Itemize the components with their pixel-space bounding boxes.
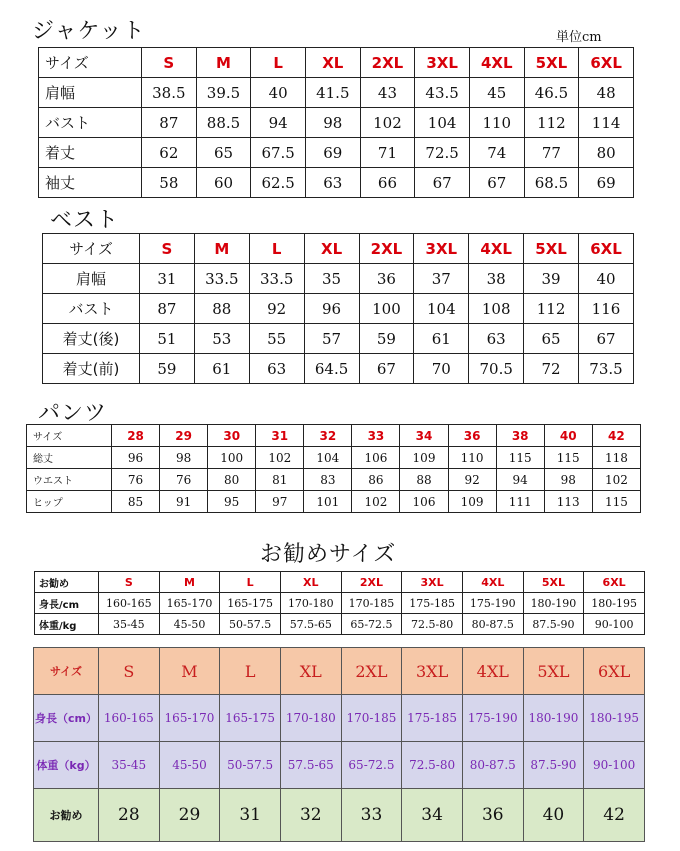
- pants-cell: 104: [304, 447, 352, 469]
- vest-cell: 55: [249, 324, 304, 354]
- colored-cell: 50-57.5: [220, 742, 281, 789]
- pants-cell: 115: [496, 447, 544, 469]
- pants-title: パンツ: [38, 401, 108, 426]
- pants-cell: 98: [544, 469, 592, 491]
- recommend-colored-table: [33, 647, 645, 842]
- vest-cell: 73.5: [579, 354, 634, 384]
- table-row: [39, 78, 634, 108]
- vest-cell: 116: [579, 294, 634, 324]
- pants-size-42: 42: [592, 425, 640, 447]
- vest-cell: 33.5: [249, 264, 304, 294]
- jacket-cell: 88.5: [196, 108, 251, 138]
- vest-cell: 35: [304, 264, 359, 294]
- colored-cell: 29: [159, 789, 220, 842]
- jacket-cell: 98: [305, 108, 360, 138]
- vest-cell: 70: [414, 354, 469, 384]
- colored-cell: 180-190: [523, 695, 584, 742]
- vest-cell: 63: [249, 354, 304, 384]
- recommend-size-5xl: 5XL: [523, 572, 584, 593]
- jacket-cell: 45: [469, 78, 524, 108]
- pants-cell: 91: [160, 491, 208, 513]
- vest-cell: 108: [469, 294, 524, 324]
- colored-cell: 4XL: [462, 648, 523, 695]
- recommend-cell: 160-165: [99, 593, 160, 614]
- colored-cell: 65-72.5: [341, 742, 402, 789]
- vest-row-label: 肩幅: [43, 264, 140, 294]
- recommend-size-6xl: 6XL: [584, 572, 645, 593]
- pants-cell: 106: [352, 447, 400, 469]
- colored-cell: 32: [280, 789, 341, 842]
- jacket-row-label: 着丈: [39, 138, 142, 168]
- jacket-cell: 77: [524, 138, 579, 168]
- vest-header-row: [43, 234, 634, 264]
- pants-size-36: 36: [448, 425, 496, 447]
- pants-cell: 110: [448, 447, 496, 469]
- colored-cell: 165-175: [220, 695, 281, 742]
- vest-cell: 31: [140, 264, 195, 294]
- jacket-cell: 72.5: [415, 138, 470, 168]
- jacket-cell: 67: [469, 168, 524, 198]
- vest-cell: 112: [524, 294, 579, 324]
- colored-row-label: 体重（kg）: [34, 742, 99, 789]
- recommend-cell: 57.5-65: [280, 614, 341, 635]
- jacket-cell: 69: [579, 168, 634, 198]
- table-row: [35, 614, 645, 635]
- jacket-cell: 80: [579, 138, 634, 168]
- jacket-cell: 87: [142, 108, 197, 138]
- jacket-cell: 58: [142, 168, 197, 198]
- colored-cell: M: [159, 648, 220, 695]
- colored-cell: 6XL: [584, 648, 645, 695]
- table-row: [27, 491, 641, 513]
- recommend-cell: 72.5-80: [402, 614, 463, 635]
- colored-cell: 170-180: [280, 695, 341, 742]
- recommend-row-label: 体重/kg: [35, 614, 99, 635]
- vest-cell: 87: [140, 294, 195, 324]
- vest-cell: 64.5: [304, 354, 359, 384]
- vest-cell: 39: [524, 264, 579, 294]
- jacket-header-label: サイズ: [39, 48, 142, 78]
- pants-cell: 85: [112, 491, 160, 513]
- colored-cell: 175-190: [462, 695, 523, 742]
- table-row: [27, 447, 641, 469]
- colored-row-label: 身長（cm）: [34, 695, 99, 742]
- pants-row-label: ヒップ: [27, 491, 112, 513]
- vest-cell: 92: [249, 294, 304, 324]
- vest-cell: 88: [194, 294, 249, 324]
- colored-row-label: サイズ: [34, 648, 99, 695]
- jacket-cell: 62: [142, 138, 197, 168]
- vest-size-m: M: [194, 234, 249, 264]
- colored-cell: 42: [584, 789, 645, 842]
- pants-size-30: 30: [208, 425, 256, 447]
- colored-cell: 90-100: [584, 742, 645, 789]
- table-row: [43, 354, 634, 384]
- vest-cell: 104: [414, 294, 469, 324]
- jacket-header-row: [39, 48, 634, 78]
- vest-cell: 70.5: [469, 354, 524, 384]
- colored-cell: 35-45: [99, 742, 160, 789]
- pants-size-31: 31: [256, 425, 304, 447]
- pants-cell: 109: [400, 447, 448, 469]
- pants-row-label: 総丈: [27, 447, 112, 469]
- colored-cell: 2XL: [341, 648, 402, 695]
- pants-cell: 109: [448, 491, 496, 513]
- pants-cell: 100: [208, 447, 256, 469]
- jacket-title: ジャケット: [32, 19, 146, 44]
- table-row: [39, 108, 634, 138]
- jacket-cell: 43: [360, 78, 415, 108]
- pants-cell: 86: [352, 469, 400, 491]
- vest-cell: 67: [579, 324, 634, 354]
- vest-cell: 40: [579, 264, 634, 294]
- pants-size-40: 40: [544, 425, 592, 447]
- jacket-size-s: S: [142, 48, 197, 78]
- pants-size-table: [26, 424, 641, 513]
- pants-cell: 102: [352, 491, 400, 513]
- vest-cell: 100: [359, 294, 414, 324]
- jacket-row-label: 肩幅: [39, 78, 142, 108]
- colored-row-label: お勧め: [34, 789, 99, 842]
- jacket-size-l: L: [251, 48, 306, 78]
- recommend-cell: 87.5-90: [523, 614, 584, 635]
- vest-cell: 59: [140, 354, 195, 384]
- colored-cell: 5XL: [523, 648, 584, 695]
- table-row: [34, 742, 645, 789]
- jacket-size-2xl: 2XL: [360, 48, 415, 78]
- colored-cell: 87.5-90: [523, 742, 584, 789]
- vest-cell: 59: [359, 324, 414, 354]
- colored-cell: 80-87.5: [462, 742, 523, 789]
- recommend-cell: 90-100: [584, 614, 645, 635]
- colored-cell: S: [99, 648, 160, 695]
- jacket-cell: 60: [196, 168, 251, 198]
- pants-header-label: サイズ: [27, 425, 112, 447]
- pants-cell: 96: [112, 447, 160, 469]
- recommend-size-xl: XL: [280, 572, 341, 593]
- colored-cell: L: [220, 648, 281, 695]
- pants-cell: 118: [592, 447, 640, 469]
- pants-size-29: 29: [160, 425, 208, 447]
- table-row: [34, 695, 645, 742]
- recommend-cell: 35-45: [99, 614, 160, 635]
- vest-cell: 51: [140, 324, 195, 354]
- vest-size-5xl: 5XL: [524, 234, 579, 264]
- jacket-size-5xl: 5XL: [524, 48, 579, 78]
- jacket-cell: 43.5: [415, 78, 470, 108]
- vest-row-label: バスト: [43, 294, 140, 324]
- colored-cell: 175-185: [402, 695, 463, 742]
- recommend-header-label: お勧め: [35, 572, 99, 593]
- pants-cell: 80: [208, 469, 256, 491]
- colored-cell: 34: [402, 789, 463, 842]
- jacket-size-xl: XL: [305, 48, 360, 78]
- vest-size-xl: XL: [304, 234, 359, 264]
- vest-cell: 37: [414, 264, 469, 294]
- jacket-cell: 67.5: [251, 138, 306, 168]
- recommend-cell: 170-185: [341, 593, 402, 614]
- colored-cell: 45-50: [159, 742, 220, 789]
- pants-cell: 81: [256, 469, 304, 491]
- jacket-cell: 39.5: [196, 78, 251, 108]
- jacket-cell: 62.5: [251, 168, 306, 198]
- recommend-size-m: M: [159, 572, 220, 593]
- table-row: [34, 789, 645, 842]
- pants-cell: 111: [496, 491, 544, 513]
- jacket-cell: 66: [360, 168, 415, 198]
- vest-cell: 38: [469, 264, 524, 294]
- jacket-cell: 71: [360, 138, 415, 168]
- jacket-cell: 114: [579, 108, 634, 138]
- colored-cell: 160-165: [99, 695, 160, 742]
- table-row: [39, 168, 634, 198]
- colored-cell: 28: [99, 789, 160, 842]
- recommend-cell: 50-57.5: [220, 614, 281, 635]
- jacket-cell: 40: [251, 78, 306, 108]
- table-row: [39, 138, 634, 168]
- pants-cell: 83: [304, 469, 352, 491]
- jacket-cell: 67: [415, 168, 470, 198]
- table-row: [34, 648, 645, 695]
- vest-row-label: 着丈(前): [43, 354, 140, 384]
- recommend-cell: 165-170: [159, 593, 220, 614]
- vest-size-l: L: [249, 234, 304, 264]
- colored-cell: 33: [341, 789, 402, 842]
- jacket-cell: 74: [469, 138, 524, 168]
- recommend-size-l: L: [220, 572, 281, 593]
- colored-cell: 57.5-65: [280, 742, 341, 789]
- colored-cell: 31: [220, 789, 281, 842]
- colored-cell: 36: [462, 789, 523, 842]
- table-row: [43, 264, 634, 294]
- colored-cell: 165-170: [159, 695, 220, 742]
- vest-size-s: S: [140, 234, 195, 264]
- colored-cell: 72.5-80: [402, 742, 463, 789]
- pants-size-33: 33: [352, 425, 400, 447]
- recommend-header-row: [35, 572, 645, 593]
- jacket-cell: 38.5: [142, 78, 197, 108]
- vest-cell: 96: [304, 294, 359, 324]
- vest-cell: 61: [194, 354, 249, 384]
- table-row: [27, 469, 641, 491]
- colored-cell: 40: [523, 789, 584, 842]
- recommend-cell: 175-190: [462, 593, 523, 614]
- recommend-size-3xl: 3XL: [402, 572, 463, 593]
- pants-cell: 106: [400, 491, 448, 513]
- pants-cell: 95: [208, 491, 256, 513]
- table-row: [43, 294, 634, 324]
- recommend-cell: 180-190: [523, 593, 584, 614]
- jacket-cell: 63: [305, 168, 360, 198]
- recommend-cell: 80-87.5: [462, 614, 523, 635]
- pants-size-32: 32: [304, 425, 352, 447]
- recommend-cell: 180-195: [584, 593, 645, 614]
- jacket-cell: 94: [251, 108, 306, 138]
- jacket-size-3xl: 3XL: [415, 48, 470, 78]
- pants-size-38: 38: [496, 425, 544, 447]
- pants-row-label: ウエスト: [27, 469, 112, 491]
- jacket-row-label: 袖丈: [39, 168, 142, 198]
- table-row: [43, 324, 634, 354]
- pants-cell: 113: [544, 491, 592, 513]
- jacket-cell: 65: [196, 138, 251, 168]
- pants-cell: 101: [304, 491, 352, 513]
- vest-size-6xl: 6XL: [579, 234, 634, 264]
- pants-size-28: 28: [112, 425, 160, 447]
- colored-cell: XL: [280, 648, 341, 695]
- jacket-cell: 104: [415, 108, 470, 138]
- pants-cell: 115: [544, 447, 592, 469]
- recommend-cell: 65-72.5: [341, 614, 402, 635]
- vest-header-label: サイズ: [43, 234, 140, 264]
- recommend-size-2xl: 2XL: [341, 572, 402, 593]
- recommend-cell: 175-185: [402, 593, 463, 614]
- vest-size-4xl: 4XL: [469, 234, 524, 264]
- jacket-cell: 112: [524, 108, 579, 138]
- jacket-cell: 69: [305, 138, 360, 168]
- recommend-cell: 170-180: [280, 593, 341, 614]
- recommend-title: お勧めサイズ: [260, 542, 397, 567]
- vest-cell: 61: [414, 324, 469, 354]
- jacket-row-label: バスト: [39, 108, 142, 138]
- pants-cell: 102: [592, 469, 640, 491]
- jacket-size-4xl: 4XL: [469, 48, 524, 78]
- vest-cell: 63: [469, 324, 524, 354]
- colored-cell: 180-195: [584, 695, 645, 742]
- recommend-size-table: [34, 571, 645, 635]
- pants-cell: 98: [160, 447, 208, 469]
- vest-cell: 65: [524, 324, 579, 354]
- recommend-cell: 45-50: [159, 614, 220, 635]
- jacket-unit-label: 単位cm: [556, 30, 602, 45]
- vest-cell: 53: [194, 324, 249, 354]
- pants-cell: 92: [448, 469, 496, 491]
- recommend-size-4xl: 4XL: [462, 572, 523, 593]
- colored-cell: 170-185: [341, 695, 402, 742]
- vest-size-2xl: 2XL: [359, 234, 414, 264]
- jacket-cell: 102: [360, 108, 415, 138]
- jacket-cell: 48: [579, 78, 634, 108]
- vest-cell: 36: [359, 264, 414, 294]
- pants-cell: 97: [256, 491, 304, 513]
- vest-cell: 33.5: [194, 264, 249, 294]
- jacket-size-table: [38, 47, 634, 198]
- recommend-size-s: S: [99, 572, 160, 593]
- pants-cell: 94: [496, 469, 544, 491]
- pants-size-34: 34: [400, 425, 448, 447]
- pants-header-row: [27, 425, 641, 447]
- vest-cell: 72: [524, 354, 579, 384]
- vest-title: ベスト: [50, 208, 120, 233]
- vest-size-3xl: 3XL: [414, 234, 469, 264]
- pants-cell: 115: [592, 491, 640, 513]
- vest-cell: 57: [304, 324, 359, 354]
- table-row: [35, 593, 645, 614]
- jacket-cell: 46.5: [524, 78, 579, 108]
- vest-cell: 67: [359, 354, 414, 384]
- jacket-size-6xl: 6XL: [579, 48, 634, 78]
- colored-cell: 3XL: [402, 648, 463, 695]
- jacket-cell: 110: [469, 108, 524, 138]
- recommend-row-label: 身長/cm: [35, 593, 99, 614]
- pants-cell: 88: [400, 469, 448, 491]
- pants-cell: 102: [256, 447, 304, 469]
- jacket-cell: 41.5: [305, 78, 360, 108]
- recommend-cell: 165-175: [220, 593, 281, 614]
- pants-cell: 76: [112, 469, 160, 491]
- jacket-cell: 68.5: [524, 168, 579, 198]
- pants-cell: 76: [160, 469, 208, 491]
- vest-size-table: [42, 233, 634, 384]
- vest-row-label: 着丈(後): [43, 324, 140, 354]
- jacket-size-m: M: [196, 48, 251, 78]
